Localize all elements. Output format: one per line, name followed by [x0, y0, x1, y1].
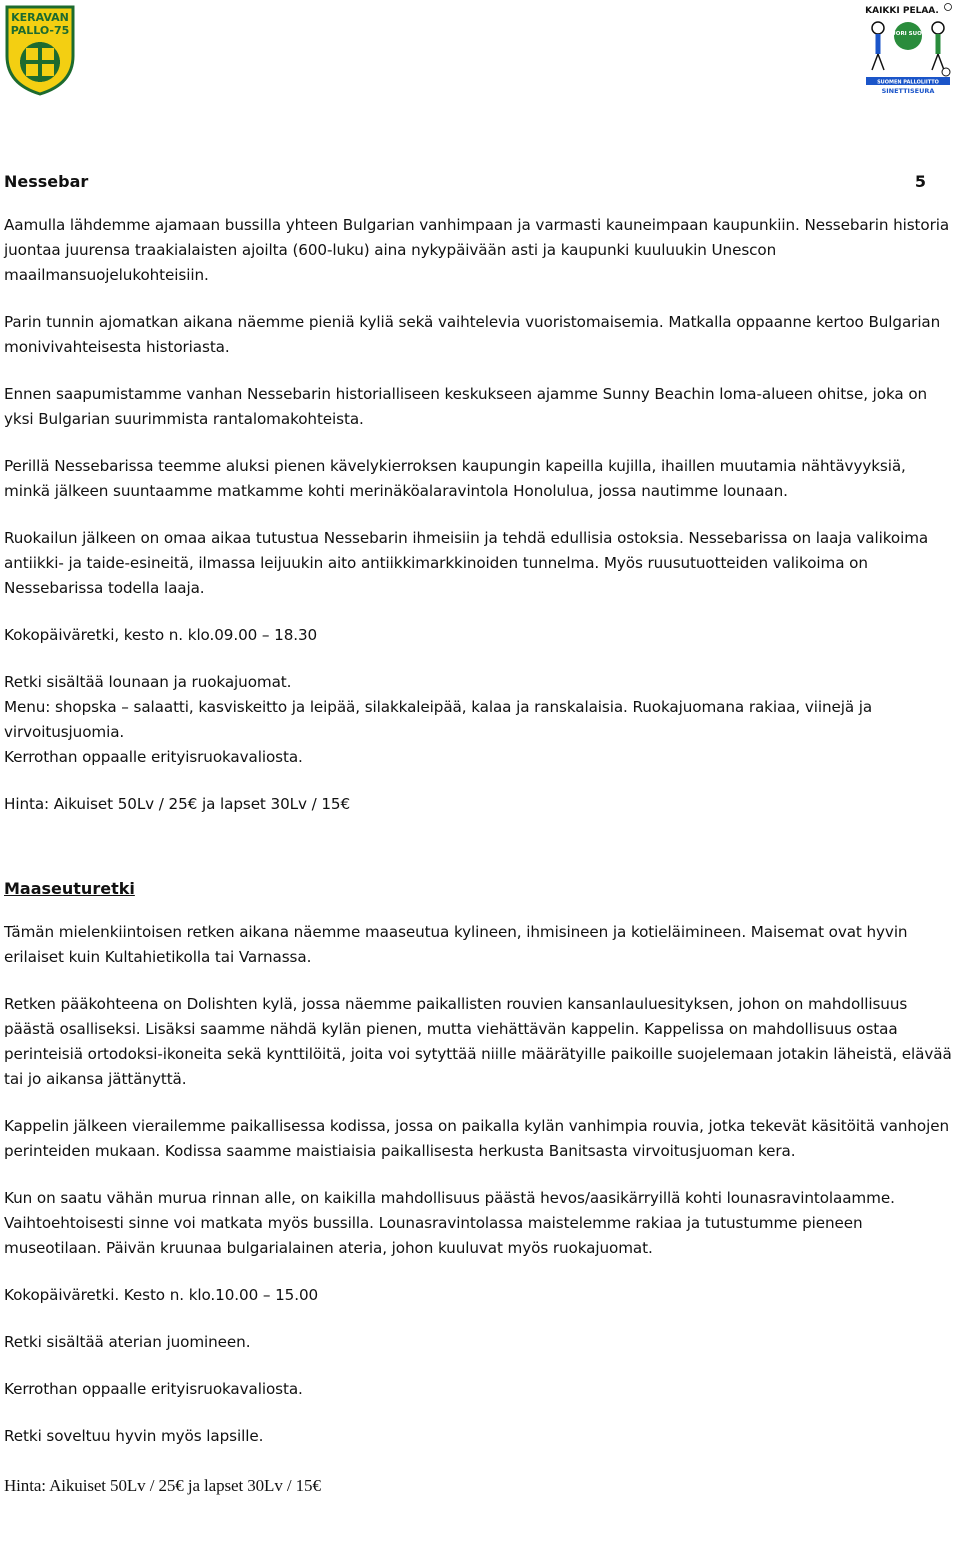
page-header [0, 0, 960, 110]
paragraph: Retki sisältää aterian juomineen. [4, 1333, 251, 1351]
document-body [4, 172, 952, 1498]
paragraph: Kun on saatu vähän murua rinnan alle, on kaikilla mahdollisuus päästä hevos/aasikärryillä kohti lounasravintolaamme. Vaihtoehtoisesti sinne voi matkata myös bussilla. Lounasravintolassa maistelemme rakiaa ja tutustumme pieneen museotilaan. Päivän kruunaa bulgarialainen ateria, johon kuuluvat myös ruokajuomat. [4, 1189, 895, 1257]
page-number: 5 [914, 172, 926, 191]
logo-top-text: KAIKKI PELAA. [865, 6, 939, 16]
trip-duration: Kokopäiväretki. Kesto n. klo.10.00 – 15.00 [4, 1286, 319, 1304]
paragraph: Kerrothan oppaalle erityisruokavaliosta. [4, 1380, 303, 1398]
detail-line: Menu: shopska – salaatti, kasviskeitto ja leipää, silakkaleipää, kalaa ja ranskalaisia. Ruokajuomana rakiaa, viinejä ja virvoitusjuomia. [4, 698, 873, 741]
keravan-pallo-75-logo [4, 4, 76, 96]
logo-bottom-text2: SINETTISEURA [881, 87, 935, 95]
detail-line: Kerrothan oppaalle erityisruokavaliosta. [4, 748, 303, 766]
paragraph: Ruokailun jälkeen on omaa aikaa tutustua Nessebarin ihmeisiin ja tehdä edullisia ostoksia. Nessebarissa on laaja valikoima antiikki- ja taide-esineitä, ilmassa leijuukin aito antiikkimarkkinoiden tunnelma. Myös ruusutuotteiden valikoima on Nessebarissa todella laaja. [4, 529, 929, 597]
paragraph: Kappelin jälkeen vierailemme paikallisessa kodissa, jossa on paikalla kylän vanhimpia rouvia, jotka tekevät käsitöitä vanhojen perinteiden mukaan. Kodissa saamme maistiaisia paikallisesta herkusta Banitsasta virvoitusjuoman kera. [4, 1117, 949, 1160]
logo-bottom-text1: SUOMEN PALLOLIITTO [877, 79, 939, 86]
section-maaseuturetki-heading: Maaseuturetki [4, 879, 135, 898]
trip-details [4, 670, 952, 770]
paragraph: Tämän mielenkiintoisen retken aikana näemme maaseutua kylineen, ihmisineen ja kotieläimineen. Maisemat ovat hyvin erilaiset kuin Kultahietikolla tai Varnassa. [4, 923, 908, 966]
logo-text-line2: PALLO-75 [10, 24, 70, 37]
paragraph: Retki soveltuu hyvin myös lapsille. [4, 1427, 264, 1445]
paragraph: Retken pääkohteena on Dolishten kylä, jossa näemme paikallisten rouvien kansanlauluesityksen, johon on mahdollisuus päästä osalliseksi. Lisäksi saamme nähdä kylän pienen, mutta viehättävän kappelin. Kappelissa on mahdollisuus ostaa perinteisiä ortodoksi-ikoneita sekä kynttilöitä, joita voi sytyttää niille määrätyille paikoille suojelemaan jotakin läheistä, elävää tai jo aikansa jättänyttä. [4, 995, 952, 1088]
trip-price: Hinta: Aikuiset 50Lv / 25€ ja lapset 30Lv / 15€ [4, 1476, 321, 1495]
logo-text-line1: KERAVAN [11, 11, 69, 24]
detail-line: Retki sisältää lounaan ja ruokajuomat. [4, 673, 292, 691]
paragraph: Parin tunnin ajomatkan aikana näemme pieniä kyliä sekä vaihtelevia vuoristomaisemia. Matkalla oppaanne kertoo Bulgarian monivivahteisesta historiasta. [4, 313, 941, 356]
section-nessebar-heading [4, 172, 952, 191]
trip-price: Hinta: Aikuiset 50Lv / 25€ ja lapset 30Lv / 15€ [4, 795, 351, 813]
paragraph: Perillä Nessebarissa teemme aluksi pienen kävelykierroksen kaupungin kapeilla kujilla, ihaillen muutamia nähtävyyksiä, minkä jälkeen suuntaamme matkamme kohti merinäköalaravintola Honolulua, jossa nautimme lounaan. [4, 457, 906, 500]
paragraph: Ennen saapumistamme vanhan Nessebarin historialliseen keskukseen ajamme Sunny Beachin loma-alueen ohitse, joka on yksi Bulgarian suurimmista rantalomakohteista. [4, 385, 928, 428]
kaikki-pelaa-nuori-suomi-logo [862, 2, 954, 96]
trip-duration: Kokopäiväretki, kesto n. klo.09.00 – 18.30 [4, 626, 318, 644]
logo-badge-text: NUORI SUOMI [886, 31, 930, 37]
paragraph: Aamulla lähdemme ajamaan bussilla yhteen Bulgarian vanhimpaan ja varmasti kauneimpaan kaupunkiin. Nessebarin historia juontaa juurensa traakialaisten ajoilta (600-luku) aina nykypäivään asti ja kaupunki kuuluukin Unescon maailmansuojelukohteisiin. [4, 216, 950, 284]
section-title: Nessebar [4, 172, 89, 191]
